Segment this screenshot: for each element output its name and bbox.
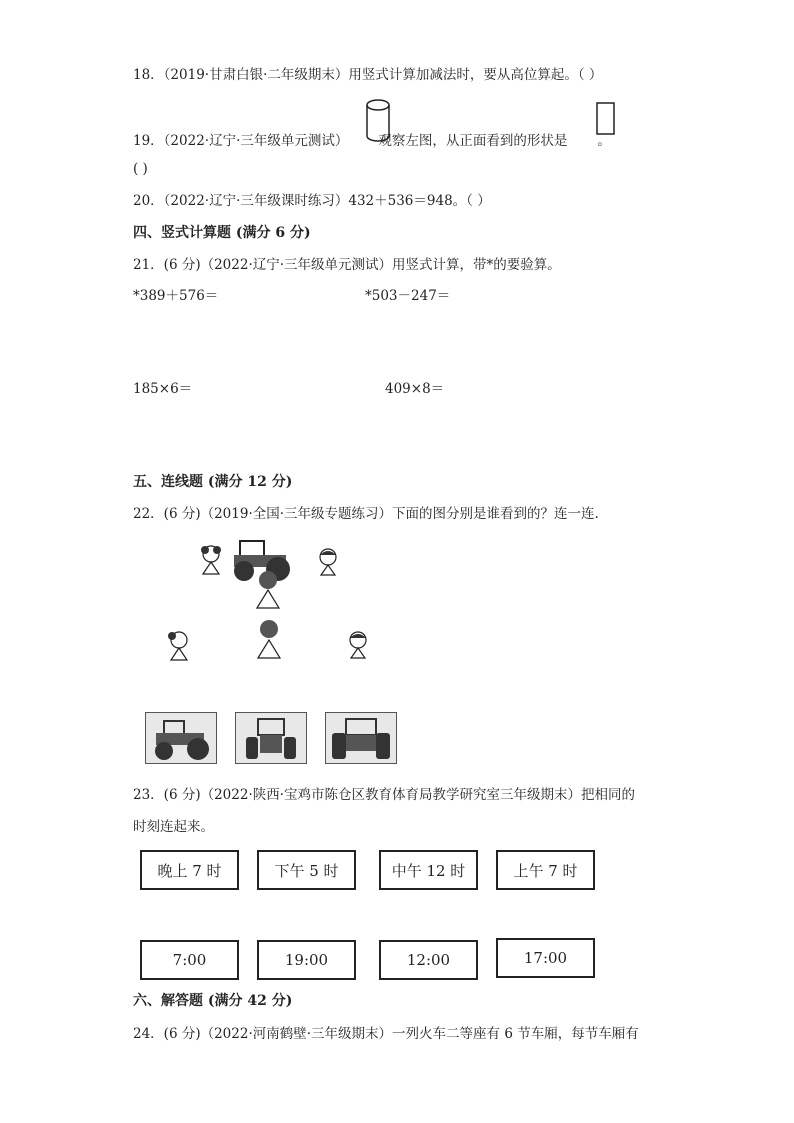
question-23-line2: 时刻连起来。: [133, 819, 214, 835]
section-5-heading: 五、连线题 (满分 12 分): [133, 474, 293, 490]
question-21: 21．(6 分)（2022·辽宁·三年级单元测试）用竖式计算，带*的要验算。: [133, 257, 561, 273]
question-23-line1: 23．(6 分)（2022·陕西·宝鸡市陈仓区教育体育局教学研究室三年级期末）把相同的: [133, 787, 636, 803]
girl-icon-bottom-left: [164, 630, 194, 664]
question-22: 22．(6 分)（2019·全国·三年级专题练习）下面的图分别是谁看到的？连一连.: [133, 506, 599, 522]
tractor-front-photo: [235, 712, 307, 764]
question-19-suffix: 。: [597, 133, 611, 149]
time-box-afternoon-5[interactable]: 下午 5 时: [257, 850, 356, 890]
time-box-1700[interactable]: 17:00: [496, 938, 595, 978]
time-box-0700[interactable]: 7:00: [140, 940, 239, 980]
girl-icon-right: [315, 547, 341, 579]
girl-icon-bottom-right: [345, 630, 371, 662]
expr-503-247: *503－247＝: [365, 288, 451, 304]
expr-185x6: 185×6＝: [133, 381, 193, 397]
time-box-1900[interactable]: 19:00: [257, 940, 356, 980]
expr-389-576: *389＋576＝: [133, 288, 219, 304]
time-box-1200[interactable]: 12:00: [379, 940, 478, 980]
section-6-heading: 六、解答题 (满分 42 分): [133, 993, 293, 1009]
tractor-side-photo: [145, 712, 217, 764]
cylinder-icon: [365, 98, 391, 144]
time-box-evening-7[interactable]: 晚上 7 时: [140, 850, 239, 890]
time-box-morning-7[interactable]: 上午 7 时: [496, 850, 595, 890]
time-box-noon-12[interactable]: 中午 12 时: [379, 850, 478, 890]
question-18: 18．（2019·甘肃白银·二年级期末）用竖式计算加减法时，要从高位算起。（ ）: [133, 67, 603, 83]
expr-409x8: 409×8＝: [385, 381, 445, 397]
question-20: 20．（2022·辽宁·三年级课时练习）432＋536＝948。（ ）: [133, 193, 491, 209]
girl-icon-front: [253, 570, 283, 612]
question-19-prefix: 19．（2022·辽宁·三年级单元测试）: [133, 133, 349, 149]
section-4-heading: 四、竖式计算题 (满分 6 分): [133, 225, 311, 241]
girl-icon-left: [197, 544, 225, 578]
question-24: 24．(6 分)（2022·河南鹤壁·三年级期末）一列火车二等座有 6 节车厢，每节车厢有: [133, 1026, 639, 1042]
rectangle-shape-icon: [596, 102, 616, 136]
girl-icon-bottom-center: [254, 618, 284, 662]
question-19-answer-blank: ( ): [133, 161, 148, 177]
question-19-body: 观察左图，从正面看到的形状是: [378, 133, 568, 149]
tractor-back-photo: [325, 712, 397, 764]
